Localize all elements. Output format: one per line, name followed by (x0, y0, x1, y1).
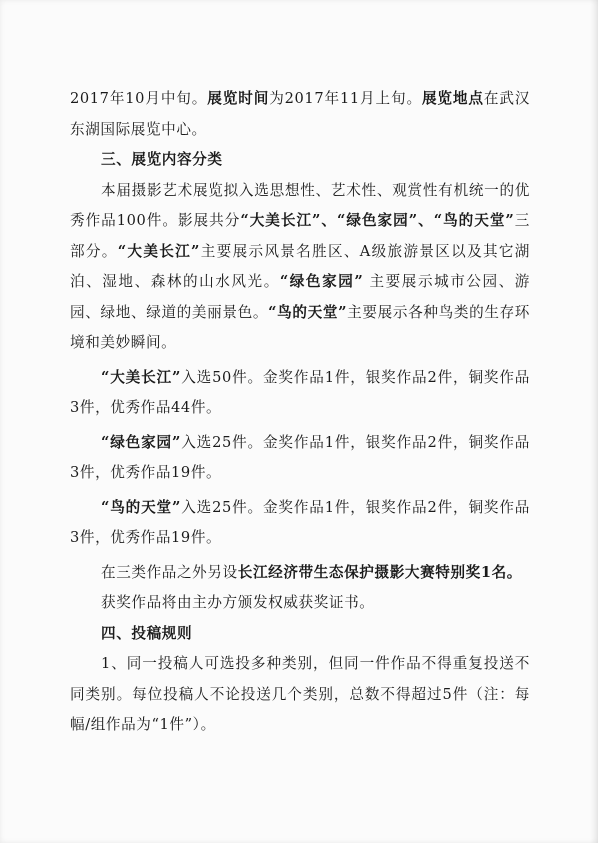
exhibition-time-text: 为2017年11月上旬。 (269, 90, 422, 107)
categories-intro-text: 本届摄影艺术展览拟入选思想性、艺术性、观赏性有机统一的优秀作品100件。影展共分 (70, 181, 530, 229)
category-birds-label: “鸟的天堂” (268, 303, 348, 321)
category-yangtze-label: “大美长江” (117, 242, 201, 260)
yangtze-awards-text: 入选50件。金奖作品1件，银奖作品2件，铜奖作品3件，优秀作品44件。 (70, 368, 530, 416)
category-names: “大美长江”、“绿色家园”、“鸟的天堂” (240, 212, 515, 229)
page-edge-shadow (590, 0, 598, 843)
yangtze-awards-label: “大美长江” (101, 368, 181, 386)
categories-count-text: 三部分。 (70, 212, 530, 260)
intro-text: 2017年10月中旬。 (70, 90, 208, 107)
green-awards-text: 入选25件。金奖作品1件，银奖作品2件，铜奖作品3件，优秀作品19件。 (70, 433, 530, 481)
exhibition-venue-text: 在武汉东湖国际展览中心。 (70, 90, 531, 138)
category-green-desc: 主要展示城市公园、游园、绿地、绿道的美丽景色。 (70, 273, 530, 321)
special-award-paragraph (70, 558, 530, 589)
exhibition-time-label: 展览时间 (207, 90, 270, 107)
section-heading-categories: 三、展览内容分类 (101, 151, 223, 168)
special-award-intro: 在三类作品之外另设 (101, 563, 238, 581)
category-yangtze-desc: 主要展示风景名胜区、A级旅游景区以及其它湖泊、湿地、森林的山水风光。 (70, 242, 530, 290)
green-awards-label: “绿色家园” (101, 433, 181, 451)
category-birds-desc: 主要展示各种鸟类的生存环境和美妙瞬间。 (70, 303, 531, 351)
green-awards-paragraph (70, 428, 530, 489)
rules-paragraph-1: 1、同一投稿人可选投多种类别，但同一件作品不得重复投送不同类别。每位投稿人不论投送几个类别，总数不得超过5件（注：每幅/组作品为“1件”）。 (70, 655, 530, 733)
special-award-name: 长江经济带生态保护摄影大赛特别奖1名。 (237, 563, 522, 581)
intro-paragraph (70, 84, 530, 145)
birds-awards-text: 入选25件。金奖作品1件，银奖作品2件，铜奖作品3件，优秀作品19件。 (70, 498, 530, 546)
document-body (70, 84, 530, 741)
certificate-paragraph: 获奖作品将由主办方颁发权威获奖证书。 (101, 594, 375, 611)
birds-awards-paragraph (70, 493, 530, 554)
exhibition-venue-label: 展览地点 (421, 90, 484, 107)
category-green-label: “绿色家园” (279, 273, 364, 290)
section-heading-rules: 四、投稿规则 (101, 624, 193, 642)
yangtze-awards-paragraph (70, 363, 530, 424)
birds-awards-label: “鸟的天堂” (101, 498, 181, 516)
categories-paragraph (70, 176, 530, 359)
